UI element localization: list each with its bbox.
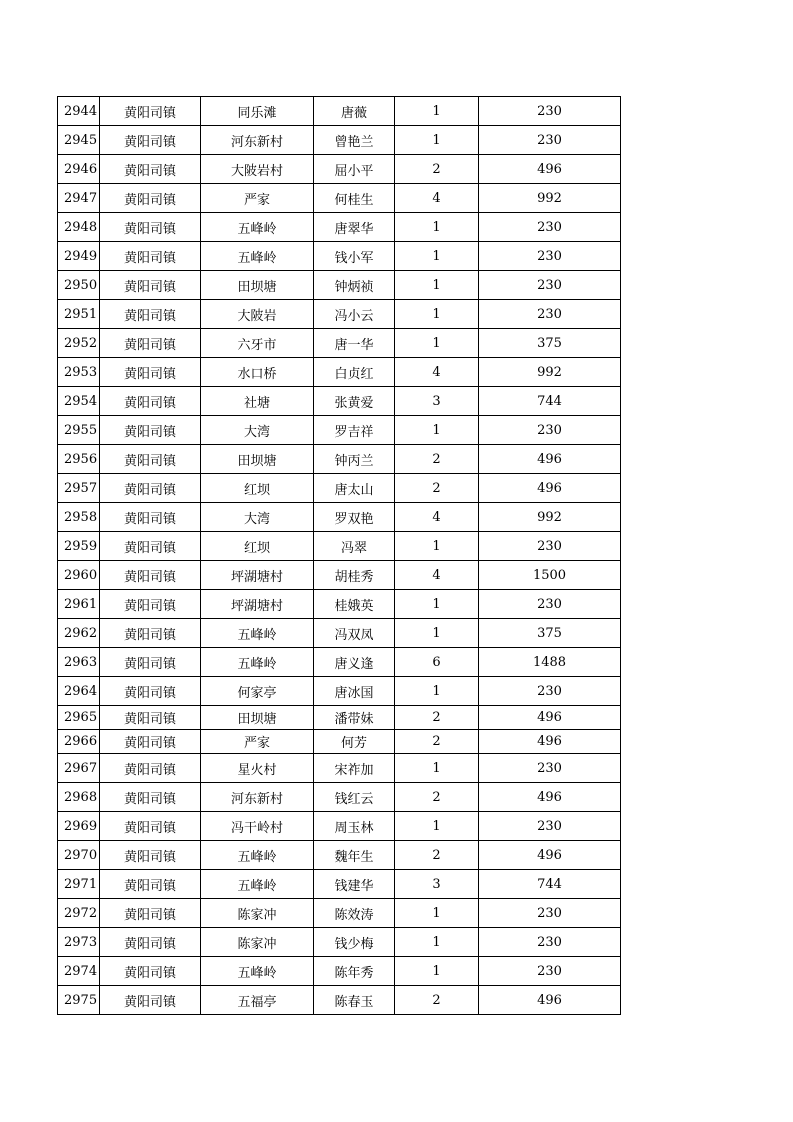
table-row xyxy=(58,329,621,358)
village-cell: 冯干岭村 xyxy=(201,812,314,841)
amount-cell: 375 xyxy=(479,619,621,648)
amount-cell: 230 xyxy=(479,242,621,271)
town-cell: 黄阳司镇 xyxy=(100,474,201,503)
row-number-cell: 2955 xyxy=(58,416,100,445)
count-cell: 1 xyxy=(395,97,479,126)
village-cell: 社塘 xyxy=(201,387,314,416)
row-number-cell: 2974 xyxy=(58,957,100,986)
name-cell: 屈小平 xyxy=(314,155,395,184)
amount-cell: 496 xyxy=(479,155,621,184)
table-row xyxy=(58,783,621,812)
town-cell: 黄阳司镇 xyxy=(100,706,201,730)
town-cell: 黄阳司镇 xyxy=(100,532,201,561)
row-number-cell: 2965 xyxy=(58,706,100,730)
row-number-cell: 2954 xyxy=(58,387,100,416)
household-table xyxy=(57,96,621,1015)
count-cell: 4 xyxy=(395,184,479,213)
amount-cell: 1488 xyxy=(479,648,621,677)
count-cell: 3 xyxy=(395,387,479,416)
count-cell: 2 xyxy=(395,730,479,754)
row-number-cell: 2953 xyxy=(58,358,100,387)
count-cell: 2 xyxy=(395,783,479,812)
name-cell: 钱小军 xyxy=(314,242,395,271)
town-cell: 黄阳司镇 xyxy=(100,648,201,677)
town-cell: 黄阳司镇 xyxy=(100,184,201,213)
table-row xyxy=(58,957,621,986)
village-cell: 坪湖塘村 xyxy=(201,561,314,590)
name-cell: 唐一华 xyxy=(314,329,395,358)
row-number-cell: 2959 xyxy=(58,532,100,561)
village-cell: 五峰岭 xyxy=(201,619,314,648)
amount-cell: 496 xyxy=(479,706,621,730)
amount-cell: 496 xyxy=(479,986,621,1015)
village-cell: 五福亭 xyxy=(201,986,314,1015)
village-cell: 五峰岭 xyxy=(201,841,314,870)
count-cell: 1 xyxy=(395,242,479,271)
table-row xyxy=(58,300,621,329)
town-cell: 黄阳司镇 xyxy=(100,783,201,812)
name-cell: 陈年秀 xyxy=(314,957,395,986)
name-cell: 罗吉祥 xyxy=(314,416,395,445)
amount-cell: 230 xyxy=(479,590,621,619)
amount-cell: 496 xyxy=(479,783,621,812)
amount-cell: 230 xyxy=(479,532,621,561)
village-cell: 田坝塘 xyxy=(201,271,314,300)
village-cell: 田坝塘 xyxy=(201,445,314,474)
row-number-cell: 2968 xyxy=(58,783,100,812)
amount-cell: 496 xyxy=(479,841,621,870)
row-number-cell: 2944 xyxy=(58,97,100,126)
table-row xyxy=(58,358,621,387)
village-cell: 大陂岩 xyxy=(201,300,314,329)
name-cell: 冯翠 xyxy=(314,532,395,561)
town-cell: 黄阳司镇 xyxy=(100,590,201,619)
count-cell: 1 xyxy=(395,590,479,619)
town-cell: 黄阳司镇 xyxy=(100,812,201,841)
row-number-cell: 2962 xyxy=(58,619,100,648)
village-cell: 大湾 xyxy=(201,503,314,532)
town-cell: 黄阳司镇 xyxy=(100,416,201,445)
name-cell: 陈效涛 xyxy=(314,899,395,928)
village-cell: 田坝塘 xyxy=(201,706,314,730)
amount-cell: 496 xyxy=(479,445,621,474)
amount-cell: 230 xyxy=(479,812,621,841)
town-cell: 黄阳司镇 xyxy=(100,126,201,155)
count-cell: 2 xyxy=(395,155,479,184)
table-row xyxy=(58,677,621,706)
count-cell: 2 xyxy=(395,706,479,730)
row-number-cell: 2963 xyxy=(58,648,100,677)
village-cell: 大陂岩村 xyxy=(201,155,314,184)
row-number-cell: 2958 xyxy=(58,503,100,532)
village-cell: 六牙市 xyxy=(201,329,314,358)
name-cell: 潘带妹 xyxy=(314,706,395,730)
name-cell: 冯小云 xyxy=(314,300,395,329)
amount-cell: 230 xyxy=(479,899,621,928)
row-number-cell: 2948 xyxy=(58,213,100,242)
name-cell: 唐冰国 xyxy=(314,677,395,706)
village-cell: 大湾 xyxy=(201,416,314,445)
town-cell: 黄阳司镇 xyxy=(100,677,201,706)
table-body xyxy=(58,97,621,1015)
town-cell: 黄阳司镇 xyxy=(100,619,201,648)
name-cell: 冯双凤 xyxy=(314,619,395,648)
town-cell: 黄阳司镇 xyxy=(100,358,201,387)
name-cell: 唐义逢 xyxy=(314,648,395,677)
town-cell: 黄阳司镇 xyxy=(100,300,201,329)
town-cell: 黄阳司镇 xyxy=(100,213,201,242)
table-row xyxy=(58,841,621,870)
name-cell: 胡桂秀 xyxy=(314,561,395,590)
village-cell: 五峰岭 xyxy=(201,957,314,986)
village-cell: 水口桥 xyxy=(201,358,314,387)
name-cell: 何芳 xyxy=(314,730,395,754)
amount-cell: 992 xyxy=(479,358,621,387)
table-row xyxy=(58,812,621,841)
table-row xyxy=(58,445,621,474)
count-cell: 4 xyxy=(395,358,479,387)
village-cell: 河东新村 xyxy=(201,783,314,812)
name-cell: 唐翠华 xyxy=(314,213,395,242)
town-cell: 黄阳司镇 xyxy=(100,730,201,754)
count-cell: 4 xyxy=(395,561,479,590)
amount-cell: 230 xyxy=(479,126,621,155)
table-row xyxy=(58,754,621,783)
row-number-cell: 2957 xyxy=(58,474,100,503)
count-cell: 1 xyxy=(395,957,479,986)
village-cell: 星火村 xyxy=(201,754,314,783)
count-cell: 3 xyxy=(395,870,479,899)
table-row xyxy=(58,870,621,899)
row-number-cell: 2949 xyxy=(58,242,100,271)
town-cell: 黄阳司镇 xyxy=(100,329,201,358)
amount-cell: 230 xyxy=(479,957,621,986)
amount-cell: 230 xyxy=(479,677,621,706)
town-cell: 黄阳司镇 xyxy=(100,445,201,474)
town-cell: 黄阳司镇 xyxy=(100,97,201,126)
table-row xyxy=(58,155,621,184)
village-cell: 五峰岭 xyxy=(201,870,314,899)
row-number-cell: 2964 xyxy=(58,677,100,706)
row-number-cell: 2952 xyxy=(58,329,100,358)
town-cell: 黄阳司镇 xyxy=(100,841,201,870)
table-row xyxy=(58,986,621,1015)
row-number-cell: 2975 xyxy=(58,986,100,1015)
village-cell: 红坝 xyxy=(201,474,314,503)
table-row xyxy=(58,730,621,754)
town-cell: 黄阳司镇 xyxy=(100,503,201,532)
row-number-cell: 2947 xyxy=(58,184,100,213)
amount-cell: 230 xyxy=(479,754,621,783)
table-row xyxy=(58,928,621,957)
town-cell: 黄阳司镇 xyxy=(100,928,201,957)
village-cell: 五峰岭 xyxy=(201,648,314,677)
village-cell: 严家 xyxy=(201,184,314,213)
row-number-cell: 2969 xyxy=(58,812,100,841)
table-row xyxy=(58,416,621,445)
name-cell: 白贞红 xyxy=(314,358,395,387)
count-cell: 1 xyxy=(395,300,479,329)
row-number-cell: 2961 xyxy=(58,590,100,619)
table-row xyxy=(58,503,621,532)
amount-cell: 230 xyxy=(479,416,621,445)
count-cell: 4 xyxy=(395,503,479,532)
table-row xyxy=(58,561,621,590)
row-number-cell: 2971 xyxy=(58,870,100,899)
village-cell: 五峰岭 xyxy=(201,242,314,271)
row-number-cell: 2946 xyxy=(58,155,100,184)
table-row xyxy=(58,213,621,242)
count-cell: 1 xyxy=(395,899,479,928)
name-cell: 罗双艳 xyxy=(314,503,395,532)
table-row xyxy=(58,474,621,503)
count-cell: 1 xyxy=(395,329,479,358)
row-number-cell: 2945 xyxy=(58,126,100,155)
village-cell: 陈家冲 xyxy=(201,928,314,957)
name-cell: 魏年生 xyxy=(314,841,395,870)
town-cell: 黄阳司镇 xyxy=(100,899,201,928)
count-cell: 1 xyxy=(395,812,479,841)
amount-cell: 230 xyxy=(479,97,621,126)
town-cell: 黄阳司镇 xyxy=(100,271,201,300)
amount-cell: 230 xyxy=(479,213,621,242)
count-cell: 1 xyxy=(395,754,479,783)
name-cell: 钱少梅 xyxy=(314,928,395,957)
table-row xyxy=(58,648,621,677)
town-cell: 黄阳司镇 xyxy=(100,957,201,986)
town-cell: 黄阳司镇 xyxy=(100,242,201,271)
village-cell: 五峰岭 xyxy=(201,213,314,242)
count-cell: 2 xyxy=(395,445,479,474)
table-row xyxy=(58,126,621,155)
name-cell: 钱红云 xyxy=(314,783,395,812)
count-cell: 2 xyxy=(395,474,479,503)
count-cell: 1 xyxy=(395,213,479,242)
village-cell: 严家 xyxy=(201,730,314,754)
name-cell: 张黄爱 xyxy=(314,387,395,416)
table-row xyxy=(58,590,621,619)
count-cell: 2 xyxy=(395,986,479,1015)
amount-cell: 744 xyxy=(479,387,621,416)
name-cell: 唐太山 xyxy=(314,474,395,503)
village-cell: 陈家冲 xyxy=(201,899,314,928)
village-cell: 何家亭 xyxy=(201,677,314,706)
village-cell: 坪湖塘村 xyxy=(201,590,314,619)
row-number-cell: 2951 xyxy=(58,300,100,329)
table-row xyxy=(58,242,621,271)
row-number-cell: 2973 xyxy=(58,928,100,957)
name-cell: 唐薇 xyxy=(314,97,395,126)
table-row xyxy=(58,387,621,416)
name-cell: 钟炳祯 xyxy=(314,271,395,300)
count-cell: 1 xyxy=(395,928,479,957)
amount-cell: 1500 xyxy=(479,561,621,590)
name-cell: 桂娥英 xyxy=(314,590,395,619)
town-cell: 黄阳司镇 xyxy=(100,155,201,184)
table-row xyxy=(58,899,621,928)
town-cell: 黄阳司镇 xyxy=(100,561,201,590)
village-cell: 河东新村 xyxy=(201,126,314,155)
name-cell: 周玉林 xyxy=(314,812,395,841)
amount-cell: 744 xyxy=(479,870,621,899)
amount-cell: 992 xyxy=(479,184,621,213)
town-cell: 黄阳司镇 xyxy=(100,387,201,416)
amount-cell: 230 xyxy=(479,300,621,329)
table-row xyxy=(58,184,621,213)
name-cell: 钟丙兰 xyxy=(314,445,395,474)
row-number-cell: 2972 xyxy=(58,899,100,928)
amount-cell: 496 xyxy=(479,474,621,503)
row-number-cell: 2950 xyxy=(58,271,100,300)
name-cell: 曾艳兰 xyxy=(314,126,395,155)
table-row xyxy=(58,97,621,126)
amount-cell: 375 xyxy=(479,329,621,358)
count-cell: 6 xyxy=(395,648,479,677)
count-cell: 1 xyxy=(395,677,479,706)
row-number-cell: 2966 xyxy=(58,730,100,754)
table-row xyxy=(58,271,621,300)
row-number-cell: 2956 xyxy=(58,445,100,474)
name-cell: 陈春玉 xyxy=(314,986,395,1015)
town-cell: 黄阳司镇 xyxy=(100,870,201,899)
table-row xyxy=(58,619,621,648)
town-cell: 黄阳司镇 xyxy=(100,986,201,1015)
row-number-cell: 2967 xyxy=(58,754,100,783)
count-cell: 1 xyxy=(395,271,479,300)
amount-cell: 496 xyxy=(479,730,621,754)
village-cell: 红坝 xyxy=(201,532,314,561)
table-row xyxy=(58,706,621,730)
amount-cell: 230 xyxy=(479,928,621,957)
name-cell: 何桂生 xyxy=(314,184,395,213)
count-cell: 2 xyxy=(395,841,479,870)
count-cell: 1 xyxy=(395,126,479,155)
amount-cell: 992 xyxy=(479,503,621,532)
village-cell: 同乐滩 xyxy=(201,97,314,126)
table-row xyxy=(58,532,621,561)
count-cell: 1 xyxy=(395,416,479,445)
row-number-cell: 2960 xyxy=(58,561,100,590)
name-cell: 宋祚加 xyxy=(314,754,395,783)
count-cell: 1 xyxy=(395,619,479,648)
count-cell: 1 xyxy=(395,532,479,561)
town-cell: 黄阳司镇 xyxy=(100,754,201,783)
row-number-cell: 2970 xyxy=(58,841,100,870)
amount-cell: 230 xyxy=(479,271,621,300)
name-cell: 钱建华 xyxy=(314,870,395,899)
